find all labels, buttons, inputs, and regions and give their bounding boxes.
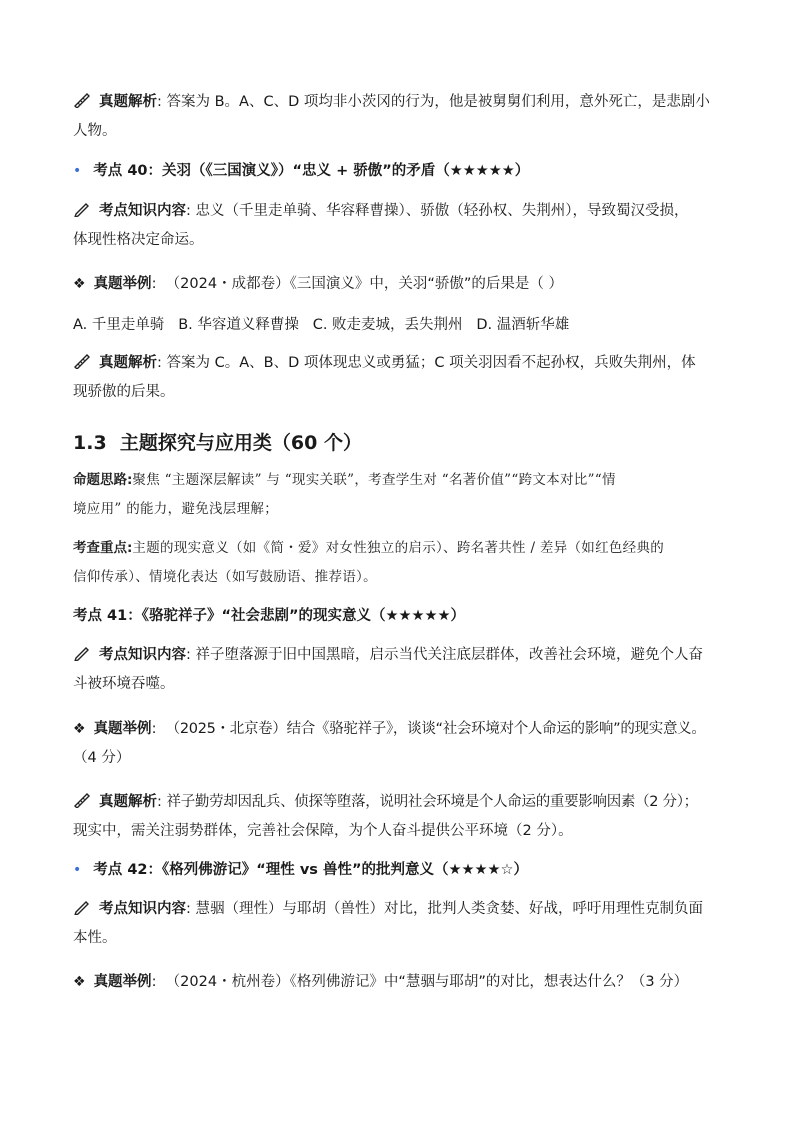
analysis-block: 真题解析: 答案为 C。A、B、D 项体现忠义或勇猛；C 项关羽因看不起孙权，兵败失荆州，体 现骄傲的后果。: [73, 355, 696, 400]
analysis-label: 真题解析: [99, 94, 157, 110]
analysis-text-cont: 人物。: [73, 123, 117, 139]
pencil-icon: [73, 645, 91, 661]
section-heading: 1.3 主题探究与应用类（60 个）: [73, 432, 362, 454]
knowledge-block: 考点知识内容: 慧骃（理性）与耶胡（兽性）对比，批判人类贪婪、好战，呼吁用理性克制负面 本性。: [73, 901, 703, 946]
ruler-pencil-icon: [73, 92, 91, 108]
pencil-icon: [73, 899, 91, 915]
bullet-icon: •: [73, 862, 82, 878]
knowledge-block: 考点知识内容: 祥子堕落源于旧中国黑暗，启示当代关注底层群体，改善社会环境，避免个人奋 斗被环境吞噬。: [73, 647, 703, 692]
example-block: ❖ 真题举例: （2025・北京卷）结合《骆驼祥子》，谈谈“社会环境对个人命运的影响”的现实意义。 （4 分）: [73, 721, 706, 766]
kaodian-42-title: 考点 42：《格列佛游记》“理性 vs 兽性”的批判意义（★★★★☆）: [93, 862, 528, 878]
knowledge-label: 考点知识内容: [99, 203, 186, 219]
kaodian-41: [73, 602, 733, 631]
example-block: ❖ 真题举例: （2024・杭州卷）《格列佛游记》中“慧骃与耶胡”的对比，想表达什么？（3 分）: [73, 974, 689, 990]
kaodian-42: [73, 856, 733, 885]
diamond-icon: ❖: [73, 974, 86, 990]
analysis-block: 真题解析: 答案为 B。A、C、D 项均非小茨冈的行为，他是被舅舅们利用，意外死亡，是悲剧小 人物。: [73, 88, 733, 146]
exam-focus: 考查重点:主题的现实意义（如《简・爱》对女性独立的启示）、跨名著共性 / 差异（如红色经典的 信仰传承）、情境化表达（如写鼓励语、推荐语）。: [73, 540, 665, 585]
options-line: A. 千里走单骑 B. 华容道义释曹操 C. 败走麦城，丢失荆州 D. 温酒斩华雄: [73, 317, 570, 333]
diamond-icon: ❖: [73, 721, 86, 737]
analysis-text: 答案为 B。A、C、D 项均非小茨冈的行为，他是被舅舅们利用，意外死亡，是悲剧小: [166, 94, 710, 110]
ruler-pencil-icon: [73, 792, 91, 808]
diamond-icon: ❖: [73, 276, 86, 292]
kaodian-41-title: 考点 41：《骆驼祥子》“社会悲剧”的现实意义（★★★★★）: [73, 608, 466, 624]
ruler-pencil-icon: [73, 353, 91, 369]
bullet-icon: •: [73, 163, 82, 179]
example-text: （2024・成都卷）《三国演义》中，关羽“骄傲”的后果是（ ）: [165, 276, 563, 292]
kaodian-40: [73, 157, 733, 186]
example-block: ❖ 真题举例: （2024・成都卷）《三国演义》中，关羽“骄傲”的后果是（ ）: [73, 276, 563, 292]
analysis-block: 真题解析: 祥子勤劳却因乱兵、侦探等堕落，说明社会环境是个人命运的重要影响因素（2 分）； 现实中，需关注弱势群体，完善社会保障，为个人奋斗提供公平环境（2 分）。: [73, 794, 698, 839]
pencil-icon: [73, 201, 91, 217]
knowledge-block: 考点知识内容: 忠义（千里走单骑、华容释曹操）、骄傲（轻孙权、失荆州），导致蜀汉受损， 体现性格决定命运。: [73, 203, 689, 248]
kaodian-40-title: 考点 40：关羽（《三国演义》）“忠义 + 骄傲”的矛盾（★★★★★）: [93, 163, 530, 179]
proposition-idea: 命题思路:聚焦 “主题深层解读” 与 “现实关联”，考查学生对 “名著价值”“跨文本对比”“情 境应用” 的能力，避免浅层理解；: [73, 472, 616, 517]
example-label: 真题举例: [93, 276, 152, 292]
